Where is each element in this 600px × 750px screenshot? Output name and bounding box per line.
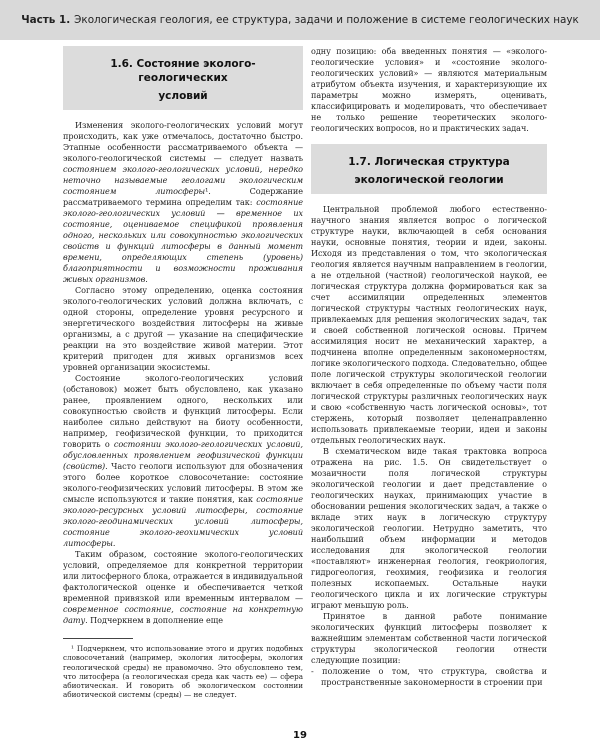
paragraph: В схематическом виде такая трактовка вопроса отражена на рис. 1.5. Он свидетельствует о мозаичности поля логической структуры экологической геологии и дает представление о геологических науках, принимающих участие в обосновании решения экологических задач, а также о вкладе этих наук в логическую структуру экологической геологии. Нетрудно заметить, что наибольший объем информации и методов исследования для экологической геологии «поставляют» инженерная геология, геокриология, гидрогеология, геохимия, геофизика и геология полезных ископаемых. Остальные науки геологического цикла и их логические структуры играют меньшую роль. xyxy=(311,446,547,610)
italic-run: состояние эколого-ресурсных условий литосферы, состояние эколого-геодинамических условий литосферы, состояние эколого-геохимических условий литосферы. xyxy=(63,494,303,548)
page-number: 19 xyxy=(293,730,307,741)
section-title-line1: 1.7. Логическая структура xyxy=(348,156,510,168)
italic-run: состоянием эколого-геологических условий, нередко неточно называемые геологами экологическим состоянием литосферы xyxy=(63,164,303,196)
running-header xyxy=(0,0,600,40)
italic-run: современное состояние, состояние на конкретную дату. xyxy=(63,604,303,625)
paragraph xyxy=(63,549,303,626)
section-1-6-heading xyxy=(63,46,303,110)
paragraph xyxy=(63,120,303,285)
header-part-label: Часть 1. xyxy=(21,14,71,26)
section-title-line2: экологической геологии xyxy=(354,174,504,186)
text-run: Часто геологи используют для обозначения этого более короткое словосочетание: состояние эколого-геофизических условий литосферы. В этом же смысле используются и такие понятия, как xyxy=(63,461,303,504)
paragraph: Принятое в данной работе понимание экологических функций литосферы позволяет к важнейшим элементам собственной части логической структуры экологической геологии отнести следующие позиции: xyxy=(311,611,547,665)
section-title-line2: условий xyxy=(158,90,208,102)
paragraph: Согласно этому определению, оценка состояния эколого-геологических условий должна включать, с одной стороны, определение уровня ресурсного и энергетического воздействия литосферы на живые организмы, а с другой — указание на специфические реакции на это воздействие живой материи. Этот критерий пригоден для живых организмов всех уровней организации экосистемы. xyxy=(63,285,303,372)
italic-run: состояние эколого-геологических условий — временное их состояние, оцениваемое спецификой проявления одного, нескольких или совокупностью экологических свойств и функций литосферы в данный момент времени, определяющих степень (уровень) благоприятности и возможности проживания живых организмов. xyxy=(63,197,303,284)
paragraph: одну позицию: оба введенных понятия — «эколого-геологические условия» и «состояние эколого-геологических условий» — являются материальным атрибутом объекта изучения, и характеризующие их параметры можно измерять, оценивать, классифицировать и моделировать, что обеспечивает не только решение теоретических эколого-геологических вопросов, но и практических задач. xyxy=(311,46,547,133)
paragraph: Центральной проблемой любого естественно-научного знания является вопрос о логической структуре науки, включающей в себя основания науки, основные понятия, теории и идеи, законы. Исходя из представления о том, что экологическая геология является научным направлением в геологии, а не отдельной (частной) геологической наукой, ее логическая структура должна формироваться как за счет ассимиляции определенных элементов логической структуры частных геологических наук, привлекаемых для решения экологических задач, так и своей собственной логической основы. Причем ассимиляция носит не механический характер, а подчинена вполне определенным закономерностям, логике экологического подхода. Следовательно, общее поле логической структуры экологической геологии включает в себя определенные по объему части поля логической структуры различных геологических наук и свою «собственную часть логической основы», тот стержень, который позволяет целенаправленно использовать привлекаемые теории, идеи и законы отдельных геологических наук. xyxy=(311,204,547,445)
left-column xyxy=(63,46,303,706)
text-run: Состояние эколого-геологических условий (обстановок) может быть обусловлено, как указано ранее, проявлением одного, нескольких или совокупностью свойств и функций литосферы. Если наиболее сильно действуют на биоту особенности, например, геофизической функции, то приходится говорить о xyxy=(63,373,303,449)
section-title-line1: 1.6. Состояние эколого-геологических xyxy=(110,58,256,84)
right-column xyxy=(311,46,547,706)
text-run: Изменения эколого-геологических условий могут происходить, как уже отмечалось, достаточно быстро. Этапные особенности рассматриваемого объекта — эколого-геологической системы — следует назвать xyxy=(63,120,303,163)
section-1-7-heading xyxy=(311,144,547,194)
paragraph xyxy=(63,373,303,549)
text-run: Таким образом, состояние эколого-геологических условий, определяемое для конкретной территории или литосферного блока, отражается в индивидуальной фактологической оценке и обеспечивается четкой временной привязкой или временным интервалом — xyxy=(63,549,303,603)
italic-run: состоянии эколого-геологических условий, обусловленных проявлением геофизической функции (свойств). xyxy=(63,439,303,471)
header-part-title: Экологическая геология, ее структура, задачи и положение в системе геологических наук xyxy=(74,14,579,26)
text-run: ¹. Содержание рассматриваемого термина определим так: xyxy=(63,186,303,207)
footnote: ¹ Подчеркнем, что использование этого и других подобных словосочетаний (например, экология литосферы, экология геологической среды) не правомочно. Это обусловлено тем, что литосфера (а геологическая среда как часть ее) — сфера абиотическая. И говорить об экологическом состоянии абиотической системы (среды) — не следует. xyxy=(63,644,303,700)
footnote-rule xyxy=(63,638,133,639)
text-run: Подчеркнем в дополнение еще xyxy=(87,615,224,625)
list-item: - положение о том, что структура, свойства и пространственные закономерности в строении при xyxy=(311,666,547,687)
